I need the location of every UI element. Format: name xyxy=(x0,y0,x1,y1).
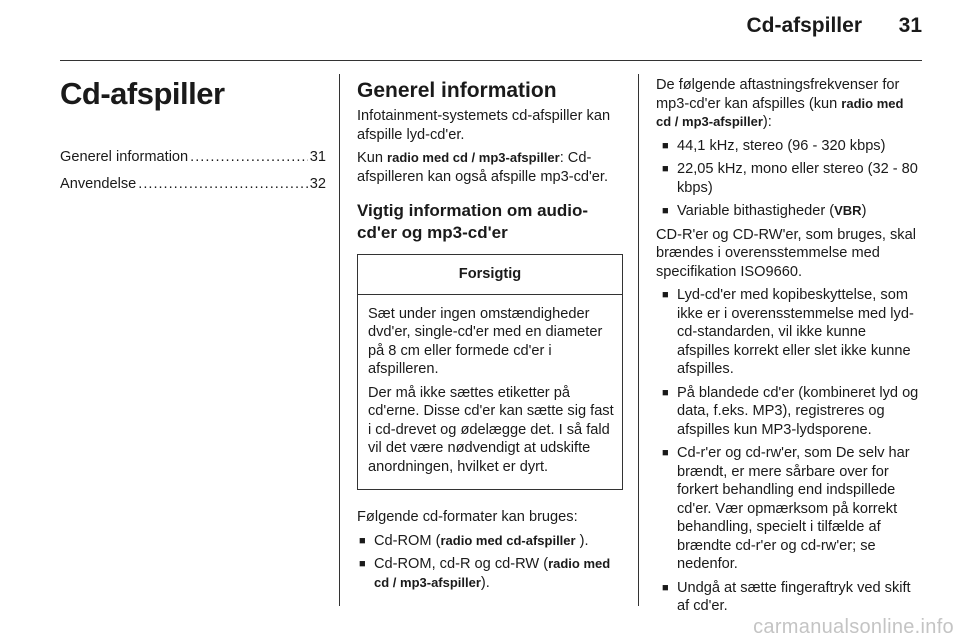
list-item xyxy=(357,555,623,592)
caution-body xyxy=(358,295,622,490)
toc-entry-page: 32 xyxy=(309,175,326,192)
toc-entry-label: Anvendelse xyxy=(60,175,137,192)
list-item xyxy=(660,202,922,221)
toc-entry-page: 31 xyxy=(309,149,326,165)
format-suffix: ). xyxy=(480,574,490,591)
caution-box xyxy=(357,254,623,490)
header-divider xyxy=(60,60,922,61)
format-text: Cd-ROM, cd-R og cd-RW ( xyxy=(374,556,549,572)
column-divider-1 xyxy=(339,74,340,606)
format-text: Cd-ROM ( xyxy=(374,532,441,549)
radio-variant-label: radio med cd / mp3-afspiller xyxy=(656,95,904,129)
toc-entry-general-info[interactable] xyxy=(60,148,326,167)
list-item: ■ Cd-r'er og cd-rw'er, som De selv har brændt, er mere sårbare over for forkert behandling end indspillede cd'er. Vær opmærksom på korrekt behandling, specielt i tilfælde af brændte cd-r'er og cd-rw'er; se nedenfor. xyxy=(660,444,922,574)
caution-paragraph: Der må ikke sættes etiketter på cd'erne. Disse cd'er kan sætte sig fast i cd-drevet og ødelægge det. I så fald vil det være nødvendigt at udskifte anordningen, hvilket er dyrt. xyxy=(368,384,614,475)
toc-column xyxy=(60,76,326,201)
intro-end: ): xyxy=(762,114,772,130)
section-heading: Generel information xyxy=(357,79,557,102)
toc-leader-dots xyxy=(138,175,307,194)
notes-list xyxy=(656,286,922,616)
list-item: ■ Lyd-cd'er med kopibeskyttelse, som ikke er i overensstemmelse med lyd-cd-standarden, vil ikke kunne afspilles korrekt eller slet ikke kunne afspilles. xyxy=(660,286,922,379)
vbr-suffix: ) xyxy=(861,203,867,219)
formats-list xyxy=(357,532,623,593)
frequency-list xyxy=(656,137,922,221)
chapter-title: Cd-afspiller xyxy=(60,76,225,111)
radio-variant-label: radio med cd / mp3-afspiller xyxy=(387,150,560,165)
general-info-column xyxy=(357,76,623,597)
list-item: ■ 44,1 kHz, stereo (96 - 320 kbps) xyxy=(660,137,922,156)
watermark: carmanualsonline.info xyxy=(753,616,954,638)
column-divider-2 xyxy=(638,74,639,606)
list-item: ■ Undgå at sætte fingeraftryk ved skift af cd'er. xyxy=(660,579,922,616)
subsection-heading: Vigtig information om audio-cd'er og mp3-cd'er xyxy=(357,201,589,242)
list-item: ■ På blandede cd'er (kombineret lyd og data, f.eks. MP3), registreres og afspilles kun MP3-lydsporene. xyxy=(660,384,922,440)
kun-prefix: Kun xyxy=(357,150,388,166)
list-item xyxy=(357,532,623,551)
radio-variant-label: radio med cd-afspiller xyxy=(440,532,576,548)
formats-intro: Følgende cd-formater kan bruges: xyxy=(357,509,578,525)
running-header-title: Cd-afspiller xyxy=(746,14,862,37)
vbr-prefix: Variable bithastigheder ( xyxy=(677,203,835,219)
toc-leader-dots xyxy=(190,148,308,167)
intro-text: De følgende aftastningsfrekvenser for mp3-cd'er kan afspilles (kun xyxy=(656,77,900,112)
iso-paragraph: CD-R'er og CD-RW'er, som bruges, skal brændes i overensstemmelse med specifikation ISO9660. xyxy=(656,226,916,280)
toc-entry-usage[interactable] xyxy=(60,175,326,194)
page-number: 31 xyxy=(898,14,922,37)
radio-variant-label: radio med cd / mp3-afspiller xyxy=(374,556,611,590)
caution-paragraph: Sæt under ingen omstændigheder dvd'er, single-cd'er med en diameter på 8 cm eller formede cd'er i afspilleren. xyxy=(368,305,603,377)
kun-rest: : Cd-afspilleren kan også afspille mp3-cd'er. xyxy=(357,150,609,185)
sample-rate-intro xyxy=(656,76,922,132)
vbr-label: VBR xyxy=(834,203,862,218)
mp3-info-column xyxy=(656,76,922,621)
mp3-capability-paragraph xyxy=(357,149,623,186)
intro-paragraph: Infotainment-systemets cd-afspiller kan afspille lyd-cd'er. xyxy=(357,108,611,143)
toc-entry-label: Generel information xyxy=(60,149,189,165)
list-item: ■ 22,05 kHz, mono eller stereo (32 - 80 kbps) xyxy=(660,160,922,197)
format-suffix: ). xyxy=(575,532,589,549)
caution-title: Forsigtig xyxy=(358,255,622,295)
